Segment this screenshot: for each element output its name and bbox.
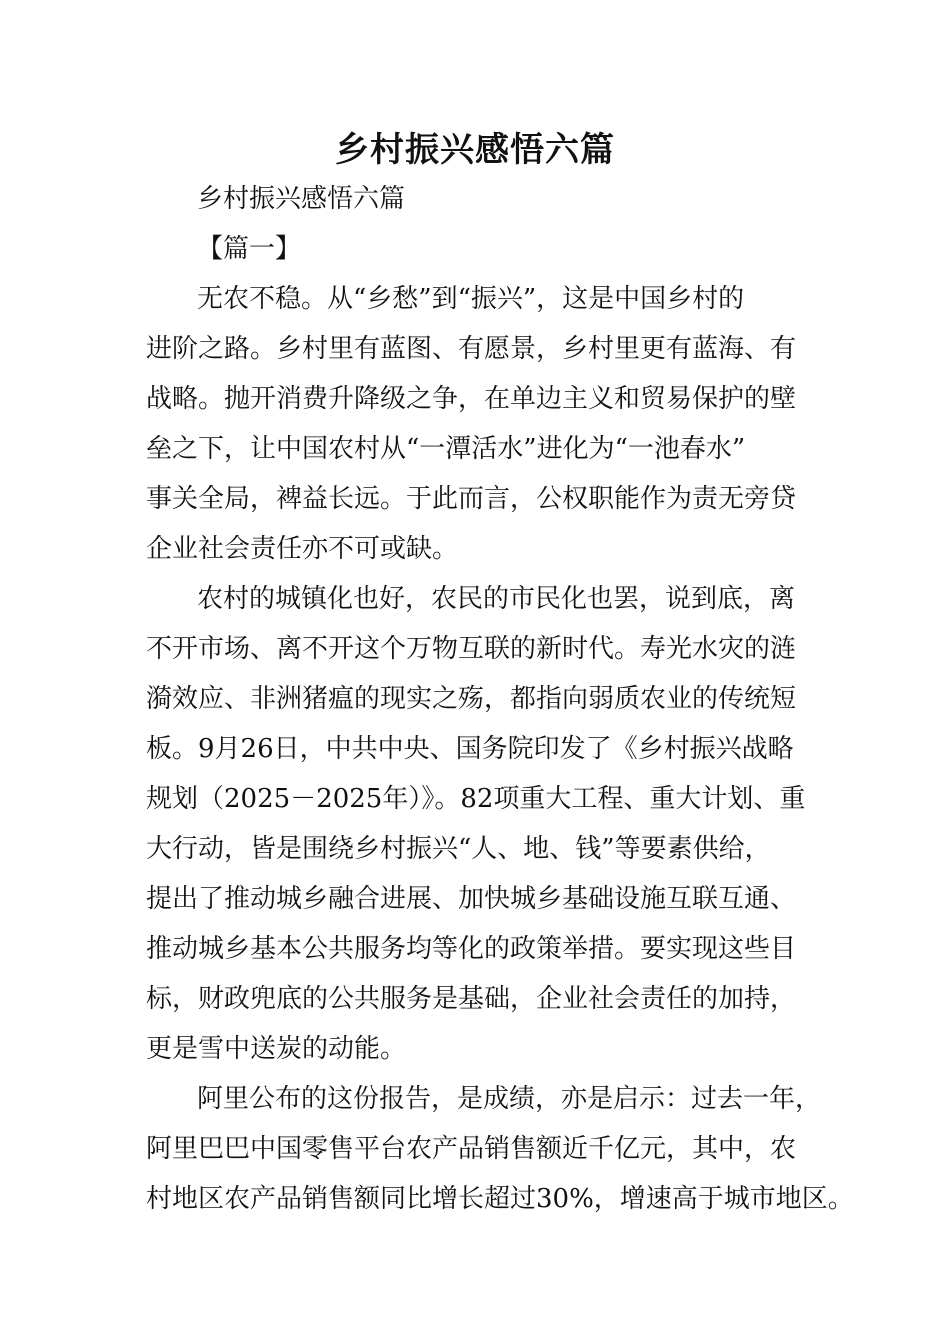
paragraph-3-line-1: 阿里公布的这份报告，是成绩，亦是启示：过去一年， [197,1084,822,1114]
paragraph-1-line-2: 进阶之路。乡村里有蓝图、有愿景，乡村里更有蓝海、有 [146,334,797,364]
paragraph-2-line-6: 大行动，皆是围绕乡村振兴“人、地、钱”等要素供给， [146,834,771,864]
document-title: 乡村振兴感悟六篇 [335,130,615,170]
section-heading: 【篇一】 [197,234,302,264]
paragraph-2-line-9: 标，财政兜底的公共服务是基础，企业社会责任的加持， [146,984,797,1014]
paragraph-3-line-2: 阿里巴巴中国零售平台农产品销售额近千亿元，其中，农 [146,1134,797,1164]
paragraph-2-line-7: 提出了推动城乡融合进展、加快城乡基础设施互联互通、 [146,884,797,914]
paragraph-2-line-3: 漪效应、非洲猪瘟的现实之殇，都指向弱质农业的传统短 [146,684,797,714]
paragraph-2-line-2: 不开市场、离不开这个万物互联的新时代。寿光水灾的涟 [146,634,797,664]
paragraph-3-line-3: 村地区农产品销售额同比增长超过30%，增速高于城市地区。 [146,1184,854,1214]
paragraph-2-line-4: 板。9月26日，中共中央、国务院印发了《乡村振兴战略 [146,734,794,764]
paragraph-2-line-8: 推动城乡基本公共服务均等化的政策举措。要实现这些目 [146,934,797,964]
paragraph-2-line-10: 更是雪中送炭的动能。 [146,1034,407,1064]
paragraph-2-line-5: 规划（2025－2025年）》。82项重大工程、重大计划、重 [146,784,806,814]
paragraph-1-line-4: 垒之下，让中国农村从“一潭活水”进化为“一池春水” [146,434,746,464]
paragraph-1-line-6: 企业社会责任亦不可或缺。 [146,534,459,564]
paragraph-2-line-1: 农村的城镇化也好，农民的市民化也罢，说到底，离 [197,584,796,614]
paragraph-1-line-3: 战略。抛开消费升降级之争，在单边主义和贸易保护的壁 [146,384,797,414]
document-subtitle: 乡村振兴感悟六篇 [197,184,406,214]
paragraph-1-line-1: 无农不稳。从“乡愁”到“振兴”，这是中国乡村的 [197,284,745,314]
paragraph-1-line-5: 事关全局，裨益长远。于此而言，公权职能作为责无旁贷 [146,484,797,514]
